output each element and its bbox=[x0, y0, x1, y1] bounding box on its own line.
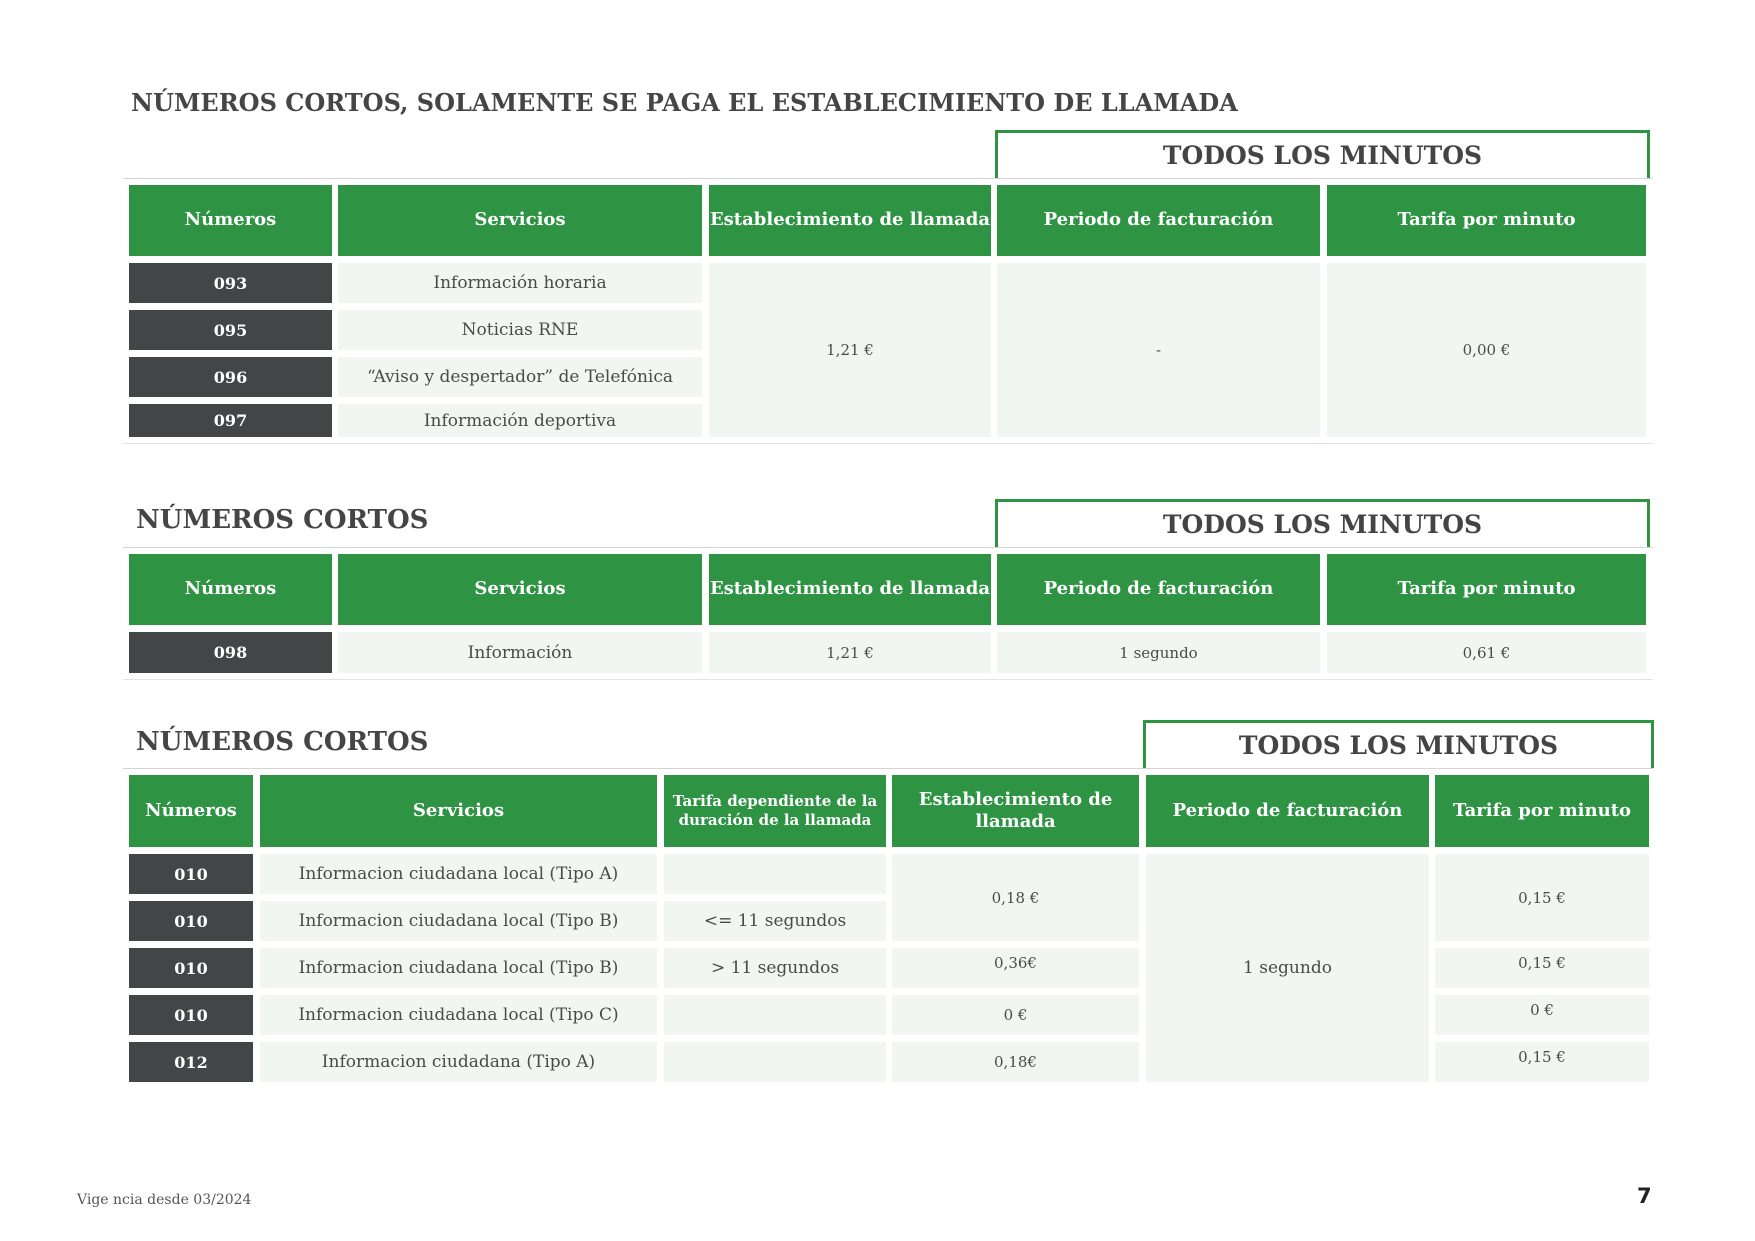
section1-banner: TODOS LOS MINUTOS bbox=[995, 130, 1650, 178]
periodo-cell: - bbox=[997, 263, 1320, 437]
header-establecimiento: Establecimiento de llamada bbox=[892, 775, 1139, 847]
servicio-cell: Informacion ciudadana local (Tipo C) bbox=[260, 995, 657, 1035]
divider bbox=[123, 443, 1653, 444]
page-number: 7 bbox=[1637, 1184, 1652, 1208]
section3-banner: TODOS LOS MINUTOS bbox=[1143, 720, 1654, 768]
header-numeros: Números bbox=[129, 554, 332, 625]
tarifa-cell: 0,00 € bbox=[1327, 263, 1646, 437]
header-tarifa: Tarifa por minuto bbox=[1327, 185, 1646, 256]
header-tarifa: Tarifa por minuto bbox=[1327, 554, 1646, 625]
header-numeros: Números bbox=[129, 185, 332, 256]
divider bbox=[123, 178, 1653, 179]
header-numeros: Números bbox=[129, 775, 253, 847]
periodo-cell: 1 segundo bbox=[1146, 854, 1429, 1082]
header-servicios: Servicios bbox=[338, 185, 702, 256]
numero-cell: 097 bbox=[129, 404, 332, 437]
divider bbox=[123, 679, 1653, 680]
servicio-cell: Noticias RNE bbox=[338, 310, 702, 350]
establecimiento-cell: 0,18€ bbox=[892, 1042, 1139, 1082]
section2-title: NÚMEROS CORTOS bbox=[136, 505, 429, 535]
numero-cell: 095 bbox=[129, 310, 332, 350]
tarifa-cell: 0,15 € bbox=[1435, 854, 1649, 941]
duracion-cell: <= 11 segundos bbox=[664, 901, 886, 941]
section1-title: NÚMEROS CORTOS, SOLAMENTE SE PAGA EL ESTABLECIMIENTO DE LLAMADA bbox=[131, 88, 1238, 117]
header-periodo: Periodo de facturación bbox=[997, 554, 1320, 625]
servicio-cell: Información deportiva bbox=[338, 404, 702, 437]
numero-cell: 012 bbox=[129, 1042, 253, 1082]
tarifa-cell: 0 € bbox=[1435, 995, 1649, 1035]
establecimiento-cell: 0,36€ bbox=[892, 948, 1139, 988]
header-duracion: Tarifa dependiente de la duración de la llamada bbox=[664, 775, 886, 847]
establecimiento-cell: 0,18 € bbox=[892, 854, 1139, 941]
divider bbox=[123, 547, 1653, 548]
servicio-cell: Información bbox=[338, 632, 702, 673]
header-tarifa: Tarifa por minuto bbox=[1435, 775, 1649, 847]
servicio-cell: Informacion ciudadana local (Tipo B) bbox=[260, 948, 657, 988]
numero-cell: 010 bbox=[129, 901, 253, 941]
numero-cell: 098 bbox=[129, 632, 332, 673]
duracion-cell bbox=[664, 1042, 886, 1082]
servicio-cell: Informacion ciudadana local (Tipo B) bbox=[260, 901, 657, 941]
header-periodo: Periodo de facturación bbox=[1146, 775, 1429, 847]
servicio-cell: Informacion ciudadana (Tipo A) bbox=[260, 1042, 657, 1082]
header-servicios: Servicios bbox=[260, 775, 657, 847]
servicio-cell: Información horaria bbox=[338, 263, 702, 303]
numero-cell: 093 bbox=[129, 263, 332, 303]
numero-cell: 010 bbox=[129, 948, 253, 988]
periodo-cell: 1 segundo bbox=[997, 632, 1320, 673]
duracion-cell: > 11 segundos bbox=[664, 948, 886, 988]
numero-cell: 010 bbox=[129, 995, 253, 1035]
duracion-cell bbox=[664, 854, 886, 894]
numero-cell: 010 bbox=[129, 854, 253, 894]
establecimiento-cell: 1,21 € bbox=[709, 263, 991, 437]
divider bbox=[123, 768, 1653, 769]
establecimiento-cell: 1,21 € bbox=[709, 632, 991, 673]
section3-title: NÚMEROS CORTOS bbox=[136, 727, 429, 757]
header-establecimiento: Establecimiento de llamada bbox=[709, 185, 991, 256]
establecimiento-cell: 0 € bbox=[892, 995, 1139, 1035]
header-servicios: Servicios bbox=[338, 554, 702, 625]
section2-banner: TODOS LOS MINUTOS bbox=[995, 499, 1650, 547]
tarifa-cell: 0,15 € bbox=[1435, 1042, 1649, 1082]
numero-cell: 096 bbox=[129, 357, 332, 397]
header-periodo: Periodo de facturación bbox=[997, 185, 1320, 256]
servicio-cell: “Aviso y despertador” de Telefónica bbox=[338, 357, 702, 397]
tarifa-cell: 0,61 € bbox=[1327, 632, 1646, 673]
tarifa-cell: 0,15 € bbox=[1435, 948, 1649, 988]
header-establecimiento: Establecimiento de llamada bbox=[709, 554, 991, 625]
duracion-cell bbox=[664, 995, 886, 1035]
vigencia-text: Vige ncia desde 03/2024 bbox=[77, 1192, 252, 1208]
servicio-cell: Informacion ciudadana local (Tipo A) bbox=[260, 854, 657, 894]
